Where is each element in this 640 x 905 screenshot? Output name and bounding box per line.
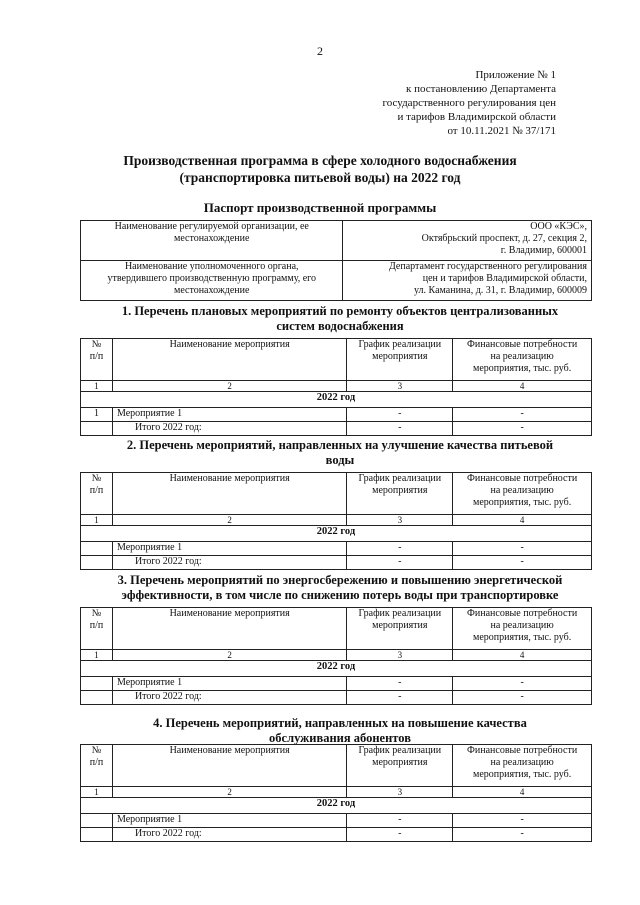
text-line: п/п (89, 620, 104, 631)
appendix-line: государственного регулирования цен (382, 97, 556, 109)
text-line: утвердившего производственную программу, его (107, 273, 316, 284)
appendix-line: от 10.11.2021 № 37/171 (447, 125, 556, 137)
text-line: воды (325, 453, 355, 467)
text-line: мероприятия, тыс. руб. (472, 497, 572, 508)
total-row (81, 556, 592, 570)
col-number: 1 (81, 381, 113, 392)
total-finance: - (453, 691, 592, 705)
text-line: эффективности, в том числе по снижению потерь воды при транспортировке (121, 588, 559, 602)
text-line: 2. Перечень мероприятий, направленных на улучшение качества питьевой (126, 438, 554, 452)
passport-label (81, 261, 343, 301)
total-label: Итого 2022 год: (112, 422, 346, 436)
column-number-row (81, 787, 592, 798)
header-finance (453, 745, 592, 787)
document-title (60, 152, 580, 186)
header-row (81, 608, 592, 650)
text-line: График реализации (358, 339, 442, 350)
text-line: п/п (89, 757, 104, 768)
text-line: Наименование регулируемой организации, ее (114, 221, 309, 232)
total-label: Итого 2022 год: (112, 691, 346, 705)
appendix-line: Приложение № 1 (475, 69, 556, 81)
appendix-line: и тарифов Владимирской области (397, 111, 556, 123)
text-line: Финансовые потребности (467, 473, 578, 484)
item-num: 1 (81, 408, 113, 422)
col-number: 2 (112, 787, 346, 798)
text-line: мероприятия (372, 757, 428, 768)
header-row (81, 339, 592, 381)
text-line: Финансовые потребности (467, 608, 578, 619)
col-number: 1 (81, 515, 113, 526)
col-number: 1 (81, 650, 113, 661)
col-number: 4 (453, 381, 592, 392)
col-number: 1 (81, 787, 113, 798)
table-row (81, 542, 592, 556)
item-schedule: - (347, 814, 453, 828)
year-row (81, 798, 592, 814)
total-finance: - (453, 828, 592, 842)
col-number: 2 (112, 381, 346, 392)
header-schedule (347, 745, 453, 787)
total-row (81, 828, 592, 842)
passport-value (343, 221, 592, 261)
col-number: 4 (453, 515, 592, 526)
col-number: 3 (347, 787, 453, 798)
text-line: 1. Перечень плановых мероприятий по ремонту объектов централизованных (121, 304, 559, 318)
text-line: мероприятия (372, 351, 428, 362)
total-schedule: - (347, 828, 453, 842)
passport-value (343, 261, 592, 301)
passport-row (81, 261, 592, 301)
text-line: на реализацию (490, 757, 554, 768)
total-num (81, 691, 113, 705)
header-row (81, 473, 592, 515)
text-line: № (91, 608, 102, 619)
year-label: 2022 год (81, 798, 592, 814)
col-number: 3 (347, 381, 453, 392)
total-row (81, 422, 592, 436)
table-row (81, 408, 592, 422)
text-line: мероприятия, тыс. руб. (472, 632, 572, 643)
header-schedule (347, 339, 453, 381)
title-line-2: (транспортировка питьевой воды) на 2022 год (179, 170, 461, 185)
item-num (81, 677, 113, 691)
section-title-1 (80, 304, 600, 334)
year-row (81, 392, 592, 408)
col-number: 3 (347, 650, 453, 661)
measures-table-4 (80, 744, 592, 842)
text-line: ул. Каманина, д. 31, г. Владимир, 600009 (414, 285, 587, 296)
text-line: мероприятия (372, 485, 428, 496)
header-num (81, 608, 113, 650)
text-line: 4. Перечень мероприятий, направленных на повышение качества (153, 716, 527, 730)
text-line: мероприятия (372, 620, 428, 631)
year-row (81, 526, 592, 542)
header-schedule (347, 473, 453, 515)
table-row (81, 814, 592, 828)
passport-title: Паспорт производственной программы (203, 200, 437, 215)
item-finance: - (453, 408, 592, 422)
col-number: 4 (453, 787, 592, 798)
header-finance (453, 608, 592, 650)
col-number: 3 (347, 515, 453, 526)
column-number-row (81, 381, 592, 392)
text-line: п/п (89, 351, 104, 362)
item-schedule: - (347, 408, 453, 422)
column-number-row (81, 515, 592, 526)
item-name: Мероприятие 1 (112, 677, 346, 691)
total-row (81, 691, 592, 705)
header-row (81, 745, 592, 787)
measures-table-2 (80, 472, 592, 570)
col-number: 2 (112, 515, 346, 526)
text-line: 3. Перечень мероприятий по энергосбережению и повышению энергетической (117, 573, 563, 587)
text-line: № (91, 473, 102, 484)
header-num (81, 473, 113, 515)
year-label: 2022 год (81, 661, 592, 677)
header-num (81, 339, 113, 381)
col-number: 4 (453, 650, 592, 661)
text-line: Октябрьский проспект, д. 27, секция 2, (421, 233, 587, 244)
header-name: Наименование мероприятия (112, 745, 346, 787)
title-line-1: Производственная программа в сфере холодного водоснабжения (123, 153, 517, 168)
text-line: мероприятия, тыс. руб. (472, 769, 572, 780)
text-line: цен и тарифов Владимирской области, (422, 273, 587, 284)
text-line: г. Владимир, 600001 (500, 245, 587, 256)
text-line: № (91, 339, 102, 350)
measures-table-1 (80, 338, 592, 436)
header-finance (453, 473, 592, 515)
total-num (81, 828, 113, 842)
year-label: 2022 год (81, 526, 592, 542)
item-name: Мероприятие 1 (112, 408, 346, 422)
total-label: Итого 2022 год: (112, 828, 346, 842)
text-line: местонахождение (174, 285, 250, 296)
text-line: ООО «КЭС», (530, 221, 587, 232)
year-row (81, 661, 592, 677)
text-line: мероприятия, тыс. руб. (472, 363, 572, 374)
header-name: Наименование мероприятия (112, 339, 346, 381)
measures-table-3 (80, 607, 592, 705)
text-line: Наименование уполномоченного органа, (124, 261, 299, 272)
item-finance: - (453, 677, 592, 691)
text-line: График реализации (358, 608, 442, 619)
text-line: обслуживания абонентов (269, 731, 411, 745)
total-finance: - (453, 422, 592, 436)
total-schedule: - (347, 691, 453, 705)
item-schedule: - (347, 677, 453, 691)
section-title-4 (80, 716, 600, 746)
total-finance: - (453, 556, 592, 570)
total-schedule: - (347, 422, 453, 436)
total-label: Итого 2022 год: (112, 556, 346, 570)
section-title-3 (80, 573, 600, 603)
passport-table (80, 220, 592, 301)
section-title-2 (80, 438, 600, 468)
text-line: систем водоснабжения (276, 319, 404, 333)
total-num (81, 422, 113, 436)
text-line: на реализацию (490, 485, 554, 496)
item-name: Мероприятие 1 (112, 542, 346, 556)
appendix-block (383, 68, 556, 138)
text-line: Департамент государственного регулирования (388, 261, 587, 272)
text-line: п/п (89, 485, 104, 496)
text-line: Финансовые потребности (467, 339, 578, 350)
total-schedule: - (347, 556, 453, 570)
text-line: № (91, 745, 102, 756)
col-number: 2 (112, 650, 346, 661)
passport-row (81, 221, 592, 261)
item-finance: - (453, 542, 592, 556)
item-num (81, 814, 113, 828)
page-number: 2 (317, 44, 323, 58)
text-line: График реализации (358, 745, 442, 756)
text-line: на реализацию (490, 351, 554, 362)
header-finance (453, 339, 592, 381)
text-line: местонахождение (174, 233, 250, 244)
header-schedule (347, 608, 453, 650)
header-num (81, 745, 113, 787)
item-num (81, 542, 113, 556)
item-name: Мероприятие 1 (112, 814, 346, 828)
total-num (81, 556, 113, 570)
column-number-row (81, 650, 592, 661)
text-line: Финансовые потребности (467, 745, 578, 756)
passport-label (81, 221, 343, 261)
text-line: График реализации (358, 473, 442, 484)
appendix-line: к постановлению Департамента (405, 83, 556, 95)
header-name: Наименование мероприятия (112, 473, 346, 515)
item-schedule: - (347, 542, 453, 556)
text-line: на реализацию (490, 620, 554, 631)
header-name: Наименование мероприятия (112, 608, 346, 650)
table-row (81, 677, 592, 691)
item-finance: - (453, 814, 592, 828)
year-label: 2022 год (81, 392, 592, 408)
